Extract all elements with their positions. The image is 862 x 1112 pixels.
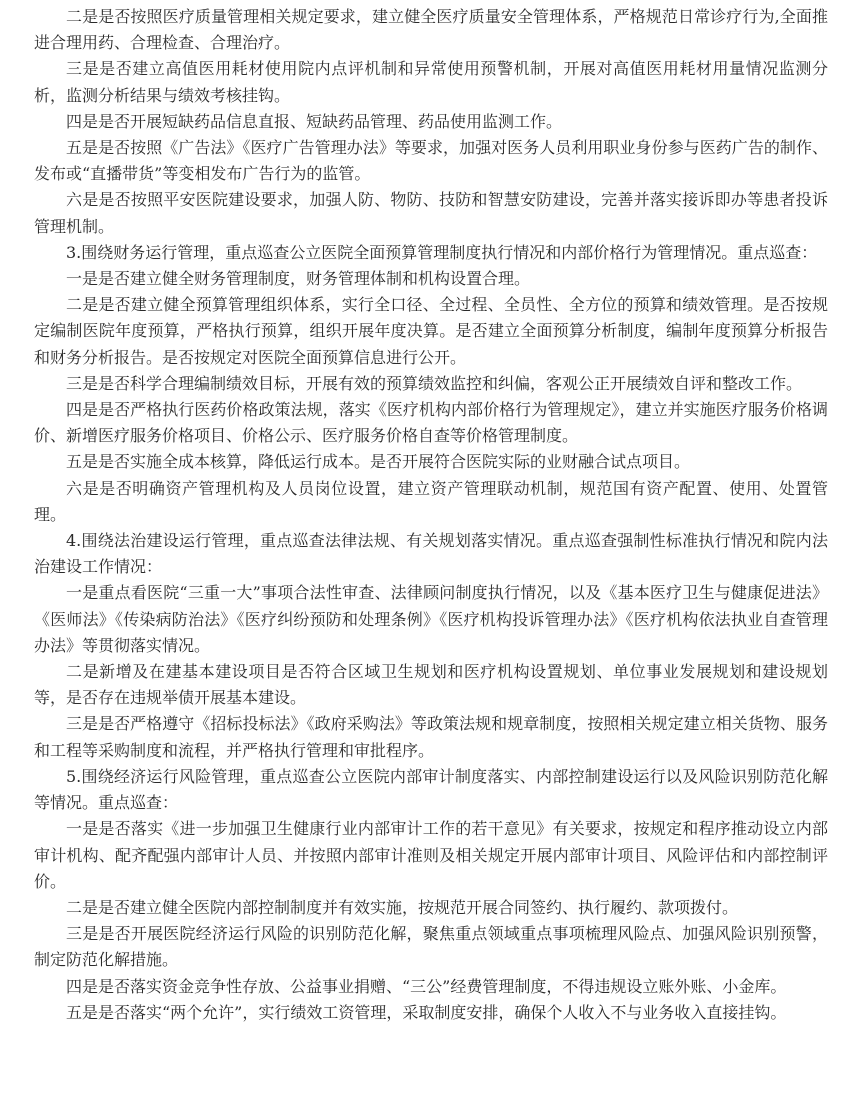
paragraph-20: 三是是否开展医院经济运行风险的识别防范化解，聚焦重点领域重点事项梳理风险点、加强风险识别预警，制定防范化解措施。 <box>34 924 828 970</box>
section-heading-4: 4.围绕法治建设运行管理，重点巡查法律法规、有关规划落实情况。重点巡查强制性标准执行情况和院内法治建设工作情况： <box>34 531 828 577</box>
paragraph-16: 三是是否严格遵守《招标投标法》《政府采购法》等政策法规和规章制度，按照相关规定建立相关货物、服务和工程等采购制度和流程，并严格执行管理和审批程序。 <box>34 714 828 760</box>
paragraph-4: 五是是否按照《广告法》《医疗广告管理办法》等要求，加强对医务人员利用职业身份参与医药广告的制作、发布或“直播带货”等变相发布广告行为的监管。 <box>34 138 828 184</box>
section-heading-5: 5.围绕经济运行风险管理，重点巡查公立医院内部审计制度落实、内部控制建设运行以及风险识别防范化解等情况。重点巡查： <box>34 766 828 813</box>
paragraph-5: 六是是否按照平安医院建设要求，加强人防、物防、技防和智慧安防建设，完善并落实接诉即办等患者投诉管理机制。 <box>34 190 828 236</box>
paragraph-10: 四是是否严格执行医药价格政策法规，落实《医疗机构内部价格行为管理规定》，建立并实施医疗服务价格调价、新增医疗服务价格项目、价格公示、医疗服务价格自查等价格管理制度。 <box>34 400 828 446</box>
paragraph-18: 一是是否落实《进一步加强卫生健康行业内部审计工作的若干意见》有关要求，按规定和程序推动设立内部审计机构、配齐配强内部审计人员、并按照内部审计准则及相关规定开展内部审计项目、风险评估和内部控制评价。 <box>34 819 828 891</box>
document-page <box>34 4 828 1026</box>
paragraph-15: 二是新增及在建基本建设项目是否符合区域卫生规划和医疗机构设置规划、单位事业发展规划和建设规划等，是否存在违规举债开展基本建设。 <box>34 662 828 708</box>
section-heading-3: 3.围绕财务运行管理，重点巡查公立医院全面预算管理制度执行情况和内部价格行为管理情况。重点巡查： <box>66 242 818 262</box>
paragraph-7: 一是是否建立健全财务管理制度，财务管理体制和机构设置合理。 <box>66 269 531 289</box>
paragraph-2: 三是是否建立高值医用耗材使用院内点评机制和异常使用预警机制，开展对高值医用耗材用量情况监测分析，监测分析结果与绩效考核挂钩。 <box>34 59 828 105</box>
paragraph-14: 一是重点看医院“三重一大”事项合法性审查、法律顾问制度执行情况，以及《基本医疗卫生与健康促进法》《医师法》《传染病防治法》《医疗纠纷预防和处理条例》《医疗机构投诉管理办法》《医疗机构依法执业自查管理办法》等贯彻落实情况。 <box>34 583 828 655</box>
paragraph-3: 四是是否开展短缺药品信息直报、短缺药品管理、药品使用监测工作。 <box>66 111 563 131</box>
paragraph-8: 二是是否建立健全预算管理组织体系，实行全口径、全过程、全员性、全方位的预算和绩效管理。是否按规定编制医院年度预算，严格执行预算，组织开展年度决算。是否建立全面预算分析制度，编制年度预算分析报告和财务分析报告。是否按规定对医院全面预算信息进行公开。 <box>34 295 828 367</box>
paragraph-21: 四是是否落实资金竞争性存放、公益事业捐赠、“三公”经费管理制度，不得违规设立账外账、小金库。 <box>66 976 787 996</box>
paragraph-9: 三是是否科学合理编制绩效目标，开展有效的预算绩效监控和纠偏，客观公正开展绩效自评和整改工作。 <box>66 373 803 393</box>
paragraph-11: 五是是否实施全成本核算，降低运行成本。是否开展符合医院实际的业财融合试点项目。 <box>66 452 691 472</box>
paragraph-19: 二是是否建立健全医院内部控制制度并有效实施，按规范开展合同签约、执行履约、款项拨付。 <box>66 897 739 917</box>
paragraph-1: 二是是否按照医疗质量管理相关规定要求，建立健全医疗质量安全管理体系，严格规范日常诊疗行为,全面推进合理用药、合理检查、合理治疗。 <box>34 7 828 53</box>
paragraph-12: 六是是否明确资产管理机构及人员岗位设置，建立资产管理联动机制，规范国有资产配置、使用、处置管理。 <box>34 478 828 524</box>
paragraph-22: 五是是否落实“两个允许”，实行绩效工资管理，采取制度安排，确保个人收入不与业务收入直接挂钩。 <box>66 1002 787 1022</box>
